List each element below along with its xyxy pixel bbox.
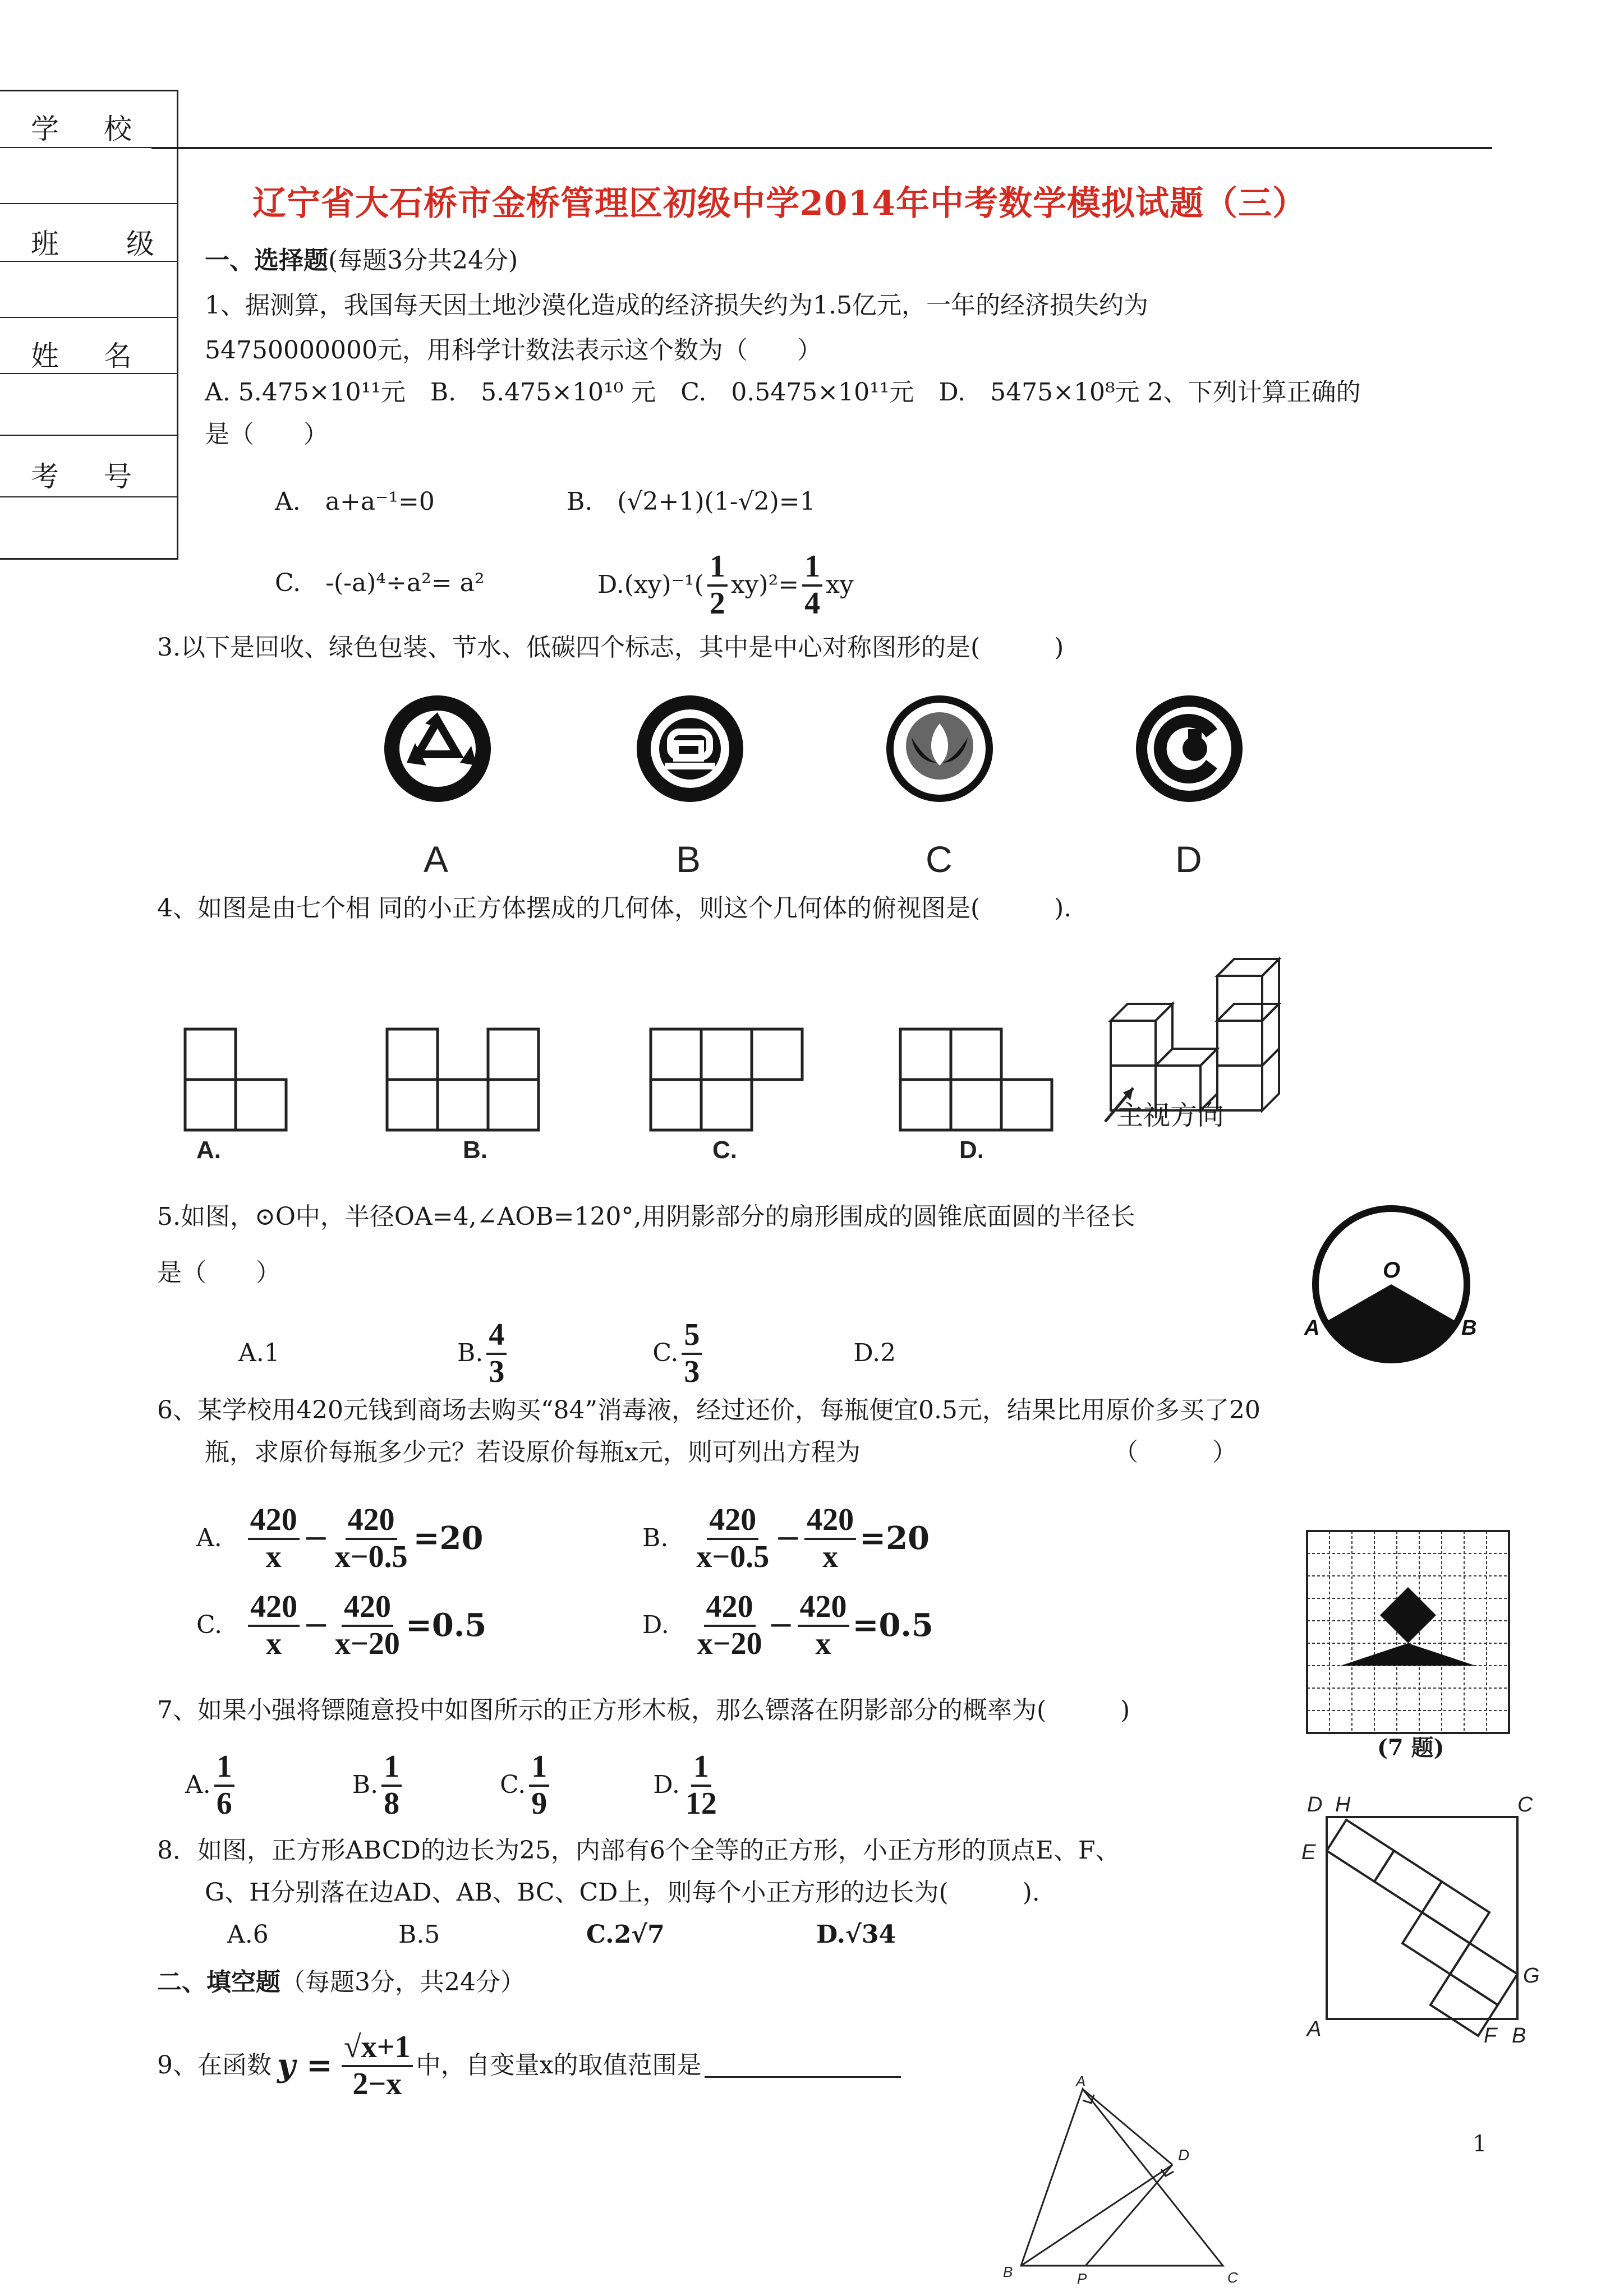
- q3-logos: [359, 684, 1313, 886]
- q9-answer-blank[interactable]: [705, 2054, 901, 2078]
- svg-text:D: D: [1178, 2146, 1190, 2164]
- svg-text:H: H: [1335, 1793, 1351, 1816]
- q1-line2: 54750000000元，用科学计数法表示这个数为（ ）: [205, 336, 822, 365]
- label-name: 姓名: [31, 340, 177, 372]
- svg-text:C: C: [1227, 2269, 1238, 2286]
- q3-label-c: C: [926, 838, 953, 880]
- svg-text:B: B: [1461, 1316, 1477, 1340]
- header-rule: [151, 147, 1492, 149]
- q6-line1: 6、某学校用420元钱到商场去购买“84”消毒液，经过还价，每瓶便宜0.5元，结果比用原价多买了20: [157, 1396, 1260, 1424]
- q4-option-a-view: [185, 1029, 286, 1130]
- svg-text:A: A: [1307, 2017, 1322, 2041]
- q2-d-fraction-1: $\frac{1}{2}$: [707, 550, 728, 621]
- q4-option-b-view: [387, 1029, 539, 1130]
- q6-option-d: D. $\frac{420}{x-20}$ − $\frac{420}{x}$ =0.5: [642, 1589, 933, 1661]
- page-number: 1: [1473, 2131, 1487, 2157]
- q4-option-d-view: [900, 1029, 1052, 1130]
- svg-text:P: P: [1077, 2270, 1087, 2287]
- q2-question-end: 是（ ）: [205, 420, 328, 449]
- q2-option-d: D.(xy)⁻¹( $\frac{1}{2}$ xy)²= $\frac{1}{4}$ xy: [597, 549, 854, 621]
- q8-option-c: C.2√7: [586, 1920, 665, 1949]
- q5-line1: 5.如图，⊙O中，半径OA=4,∠AOB=120°,用阴影部分的扇形围成的圆锥底面圆的半径长: [157, 1202, 1135, 1231]
- green-packaging-logo-icon: [637, 695, 743, 802]
- svg-text:A: A: [1304, 1316, 1320, 1340]
- q8-option-b: B.5: [398, 1920, 440, 1949]
- q2-d-fraction-2: $\frac{1}{4}$: [802, 550, 822, 621]
- section-2-heading: 二、填空题（每题3分，共24分）: [157, 1968, 525, 1997]
- svg-text:O: O: [1383, 1258, 1401, 1283]
- q2-option-a: A. a+a⁻¹=0: [275, 487, 435, 516]
- svg-text:A: A: [1076, 2073, 1086, 2090]
- q6-paren: （ ）: [1114, 1438, 1237, 1467]
- svg-text:B: B: [1512, 2024, 1526, 2048]
- recycle-logo-icon: [384, 695, 491, 802]
- q4-label-b: B.: [463, 1136, 487, 1164]
- svg-text:B: B: [1003, 2263, 1013, 2280]
- q7-options: A. $\frac{1}{6}$ B. $\frac{1}{8}$ C. $\frac{1}{9}$ D. $\frac{1}{12}$: [185, 1749, 717, 1821]
- q4-label-a: A.: [196, 1136, 221, 1164]
- q3-text: 3.以下是回收、绿色包装、节水、低碳四个标志，其中是中心对称图形的是( ): [157, 633, 1064, 662]
- q8-option-d: D.√34: [816, 1920, 896, 1949]
- q3-label-b: B: [676, 838, 701, 880]
- q6-option-a: A. $\frac{420}{x}$ − $\frac{420}{x-0.5}$ =20: [196, 1502, 484, 1574]
- q6-option-b: B. $\frac{420}{x-0.5}$ − $\frac{420}{x}$ =20: [642, 1502, 930, 1574]
- q5-circle-figure: [1301, 1200, 1487, 1368]
- section-1-heading: 一、选择题(每题3分共24分): [205, 246, 518, 275]
- q4-label-d: D.: [959, 1136, 984, 1164]
- svg-text:F: F: [1484, 2024, 1497, 2048]
- q3-label-d: D: [1175, 838, 1202, 880]
- q5-fraction-c: $\frac{5}{3}$: [682, 1318, 702, 1389]
- q3-label-a: A: [424, 838, 449, 880]
- q6-option-c: C. $\frac{420}{x}$ − $\frac{420}{x-20}$ =0.5: [196, 1589, 487, 1661]
- q4-direction-label: 主视方向: [1116, 1100, 1225, 1131]
- q5-line2: 是（ ）: [157, 1258, 280, 1287]
- q4-cube-stack-icon: [1111, 959, 1279, 1110]
- q8-line1: 8．如图，正方形ABCD的边长为25，内部有6个全等的正方形，小正方形的顶点E、F、: [157, 1836, 1120, 1865]
- q1-options: A. 5.475×10¹¹元 B. 5.475×10¹⁰ 元 C. 0.5475×10¹¹元 D. 5475×10⁸元 2、下列计算正确的: [205, 378, 1361, 407]
- q8-square-figure: [1290, 1789, 1543, 2058]
- label-school: 学校: [31, 113, 177, 145]
- q7-text: 7、如果小强将镖随意投中如图所示的正方形木板，那么镖落在阴影部分的概率为( ): [157, 1696, 1130, 1725]
- q9-text: 9、在函数 y = $\frac{√x+1}{2-x}$ 中，自变量x的取值范围是: [157, 2030, 901, 2101]
- page-title: 辽宁省大石桥市金桥管理区初级中学2014年中考数学模拟试题（三）: [252, 184, 1306, 223]
- svg-text:E: E: [1301, 1841, 1316, 1864]
- label-class: 班级: [31, 228, 222, 260]
- low-carbon-logo-icon: [1136, 695, 1243, 802]
- q4-text: 4、如图是由七个相 同的小正方体摆成的几何体，则这个几何体的俯视图是( ).: [157, 894, 1072, 923]
- q7-grid-figure: [1301, 1525, 1515, 1761]
- q5-fraction-b: $\frac{4}{3}$: [486, 1318, 507, 1389]
- q8-line2: G、H分别落在边AD、AB、BC、CD上，则每个小正方形的边长为( ).: [205, 1878, 1040, 1907]
- q5-options: A.1 B. $\frac{4}{3}$ C. $\frac{5}{3}$ D.2: [238, 1317, 896, 1389]
- q7-caption: (7 题): [1377, 1735, 1444, 1761]
- triangle-figure: [987, 2075, 1245, 2294]
- q6-line2: 瓶，求原价每瓶多少元？若设原价每瓶x元，则可列出方程为: [205, 1438, 861, 1467]
- q2-option-b: B. (√2+1)(1-√2)=1: [567, 487, 816, 516]
- q4-option-c-view: [651, 1029, 802, 1130]
- q4-label-c: C.: [712, 1136, 737, 1164]
- water-saving-logo-icon: [886, 695, 993, 802]
- svg-text:G: G: [1523, 1964, 1540, 1988]
- q2-option-c: C. -(-a)⁴÷a²= a²: [275, 569, 485, 597]
- q1-line1: 1、据测算，我国每天因土地沙漠化造成的经济损失约为1.5亿元，一年的经济损失约为: [205, 291, 1148, 320]
- svg-text:D: D: [1307, 1793, 1323, 1816]
- q8-option-a: A.6: [227, 1920, 269, 1949]
- svg-text:C: C: [1517, 1793, 1533, 1816]
- label-exam-number: 考号: [31, 460, 177, 493]
